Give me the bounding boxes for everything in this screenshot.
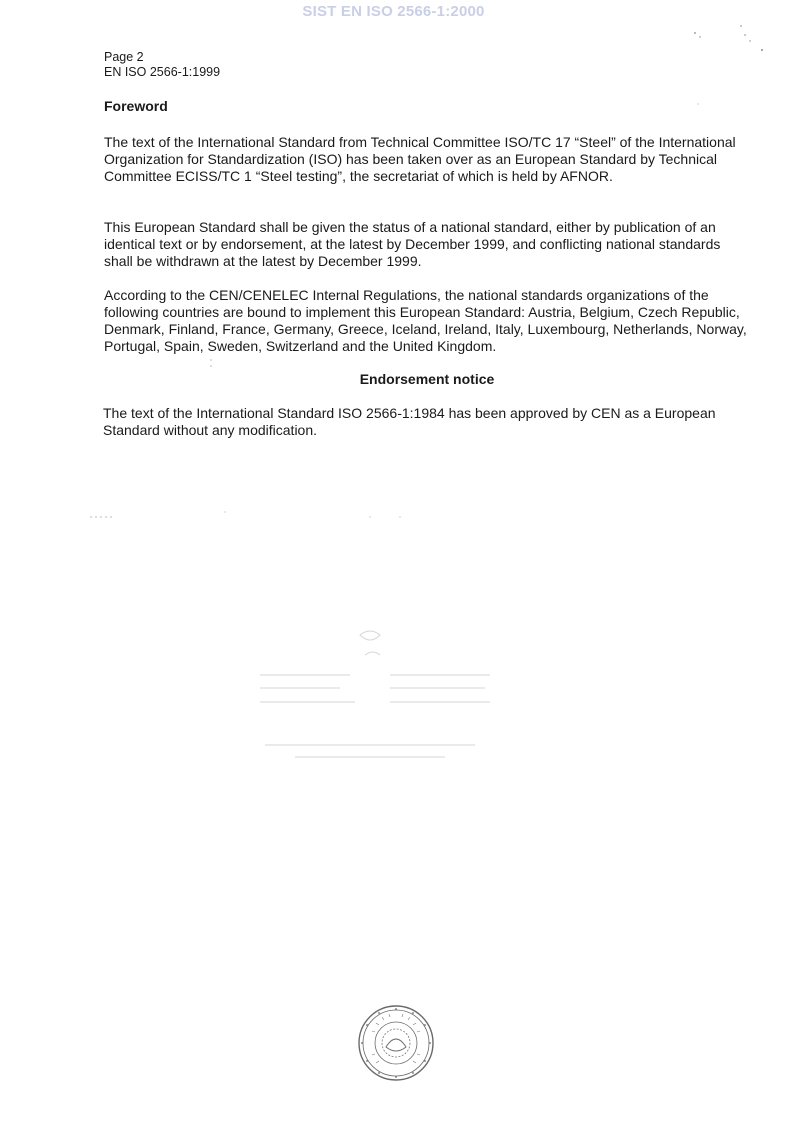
page-number: Page 2 (104, 50, 144, 64)
endorsement-paragraph: The text of the International Standard ISO 2566-1:1984 has been approved by CEN as a European Standard without any modification. (103, 405, 716, 438)
seal-stamp (356, 1003, 436, 1083)
foreword-paragraph-3: According to the CEN/CENELEC Internal Regulations, the national standards organizations of the following countries are bound to implement this European Standard: Austria, Belgium, Czech Republic, Denmark, Finland, France, Germany, Greece, Iceland, Ireland, Italy, Luxembourg, Netherlands, Norway, Portugal, Spain, Sweden, Switzerland and the United Kingdom. (104, 287, 747, 354)
foreword-heading: Foreword (104, 98, 168, 114)
foreword-paragraph-2: This European Standard shall be given the status of a national standard, either by publication of an identical text or by endorsement, at the latest by December 1999, and conflicting national standards shall be withdrawn at the latest by December 1999. (104, 219, 721, 269)
endorsement-heading: Endorsement notice (359, 371, 495, 387)
bleed-through-marks (250, 620, 510, 790)
foreword-paragraph-1: The text of the International Standard from Technical Committee ISO/TC 17 “Steel” of the International Organization for Standardization (ISO) has been taken over as an European Standard by Technical Committee ECISS/TC 1 “Steel testing”, the secretariat of which is held by AFNOR. (104, 134, 736, 184)
page-header (104, 50, 220, 80)
watermark: SIST EN ISO 2566-1:2000 (302, 3, 485, 20)
standard-number: EN ISO 2566-1:1999 (104, 65, 221, 79)
